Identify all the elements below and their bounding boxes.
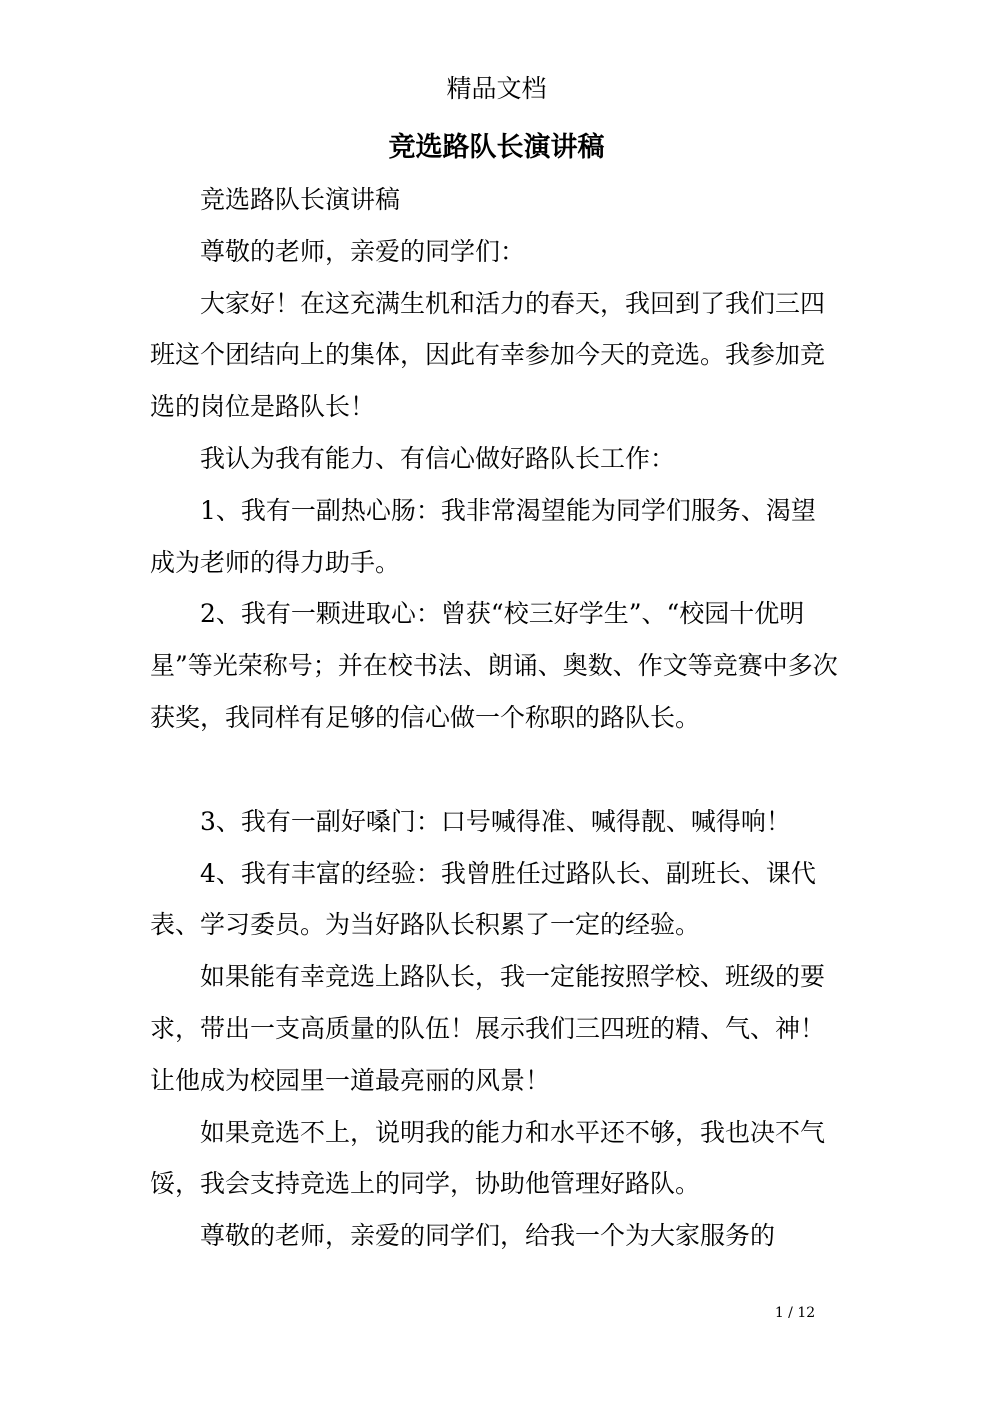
paragraph: 如果能有幸竞选上路队长，我一定能按照学校、班级的要求，带出一支高质量的队伍！展示我们三四班的精、气、神！让他成为校园里一道最亮丽的风景！ [150,962,826,1095]
paragraph: 4、我有丰富的经验：我曾胜任过路队长、副班长、课代表、学习委员。为当好路队长积累了一定的经验。 [150,858,816,940]
paragraph: 2、我有一颗进取心：曾获“校三好学生”、“校园十优明星”等光荣称号；并在校书法、朗诵、奥数、作文等竞赛中多次获奖，我同样有足够的信心做一个称职的路队长。 [150,599,838,732]
paragraph: 尊敬的老师，亲爱的同学们，给我一个为大家服务的 [200,1221,776,1251]
page-number: 1 / 12 [774,1305,816,1321]
document-title: 竞选路队长演讲稿 [388,132,605,163]
paragraph: 如果竞选不上，说明我的能力和水平还不够，我也决不气馁，我会支持竞选上的同学，协助他管理好路队。 [150,1117,826,1199]
paragraph: 竞选路队长演讲稿 [200,185,401,214]
paragraph: 3、我有一副好嗓门：口号喊得准、喊得靓、喊得响！ [200,806,791,836]
paragraph: 我认为我有能力、有信心做好路队长工作： [200,443,676,473]
paragraph: 1、我有一副热心肠：我非常渴望能为同学们服务、渴望成为老师的得力助手。 [150,495,816,577]
document-body [150,174,840,1262]
paragraph-spacer [150,744,840,796]
paragraph: 尊敬的老师，亲爱的同学们： [200,236,526,266]
page-header: 精品文档 [446,74,547,103]
paragraph: 大家好！在这充满生机和活力的春天，我回到了我们三四班这个团结向上的集体，因此有幸参加今天的竞选。我参加竞选的岗位是路队长！ [150,288,826,422]
